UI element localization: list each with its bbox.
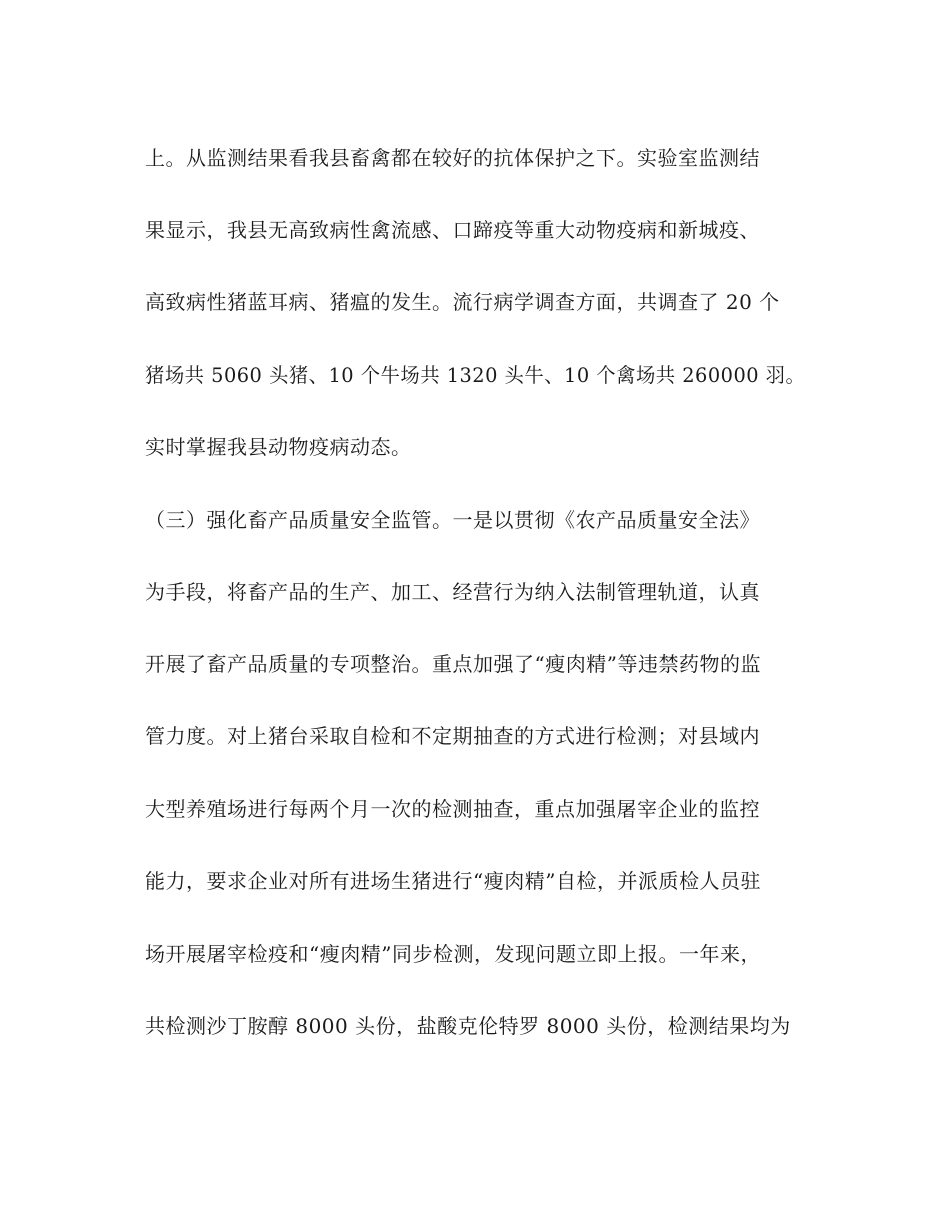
- text-line: 能力，要求企业对所有进场生猪进行“瘦肉精”自检，并派质检人员驻: [145, 869, 761, 893]
- text-line: 为手段，将畜产品的生产、加工、经营行为纳入法制管理轨道，认真: [145, 580, 760, 604]
- section-heading-line: （三）强化畜产品质量安全监管。一是以贯彻《农产品质量安全法》: [145, 508, 760, 532]
- text-line: 实时掌握我县动物疫病动态。: [145, 435, 412, 459]
- text-line: 管力度。对上猪台采取自检和不定期抽查的方式进行检测；对县域内: [145, 724, 760, 748]
- text-line: 猪场共 5060 头猪、10 个牛场共 1320 头牛、10 个禽场共 260000 羽。: [145, 363, 806, 387]
- text-line: 上。从监测结果看我县畜禽都在较好的抗体保护之下。实验室监测结: [145, 146, 760, 170]
- text-line: 开展了畜产品质量的专项整治。重点加强了“瘦肉精”等违禁药物的监: [145, 652, 761, 676]
- text-line: 场开展屠宰检疫和“瘦肉精”同步检测，发现问题立即上报。一年来，: [145, 942, 761, 966]
- text-line: 共检测沙丁胺醇 8000 头份，盐酸克伦特罗 8000 头份，检测结果均为: [145, 1014, 791, 1038]
- text-line: 大型养殖场进行每两个月一次的检测抽查，重点加强屠宰企业的监控: [145, 797, 760, 821]
- text-line: 高致病性猪蓝耳病、猪瘟的发生。流行病学调查方面，共调查了 20 个: [145, 290, 780, 314]
- text-line: 果显示，我县无高致病性禽流感、口蹄疫等重大动物疫病和新城疫、: [145, 218, 760, 242]
